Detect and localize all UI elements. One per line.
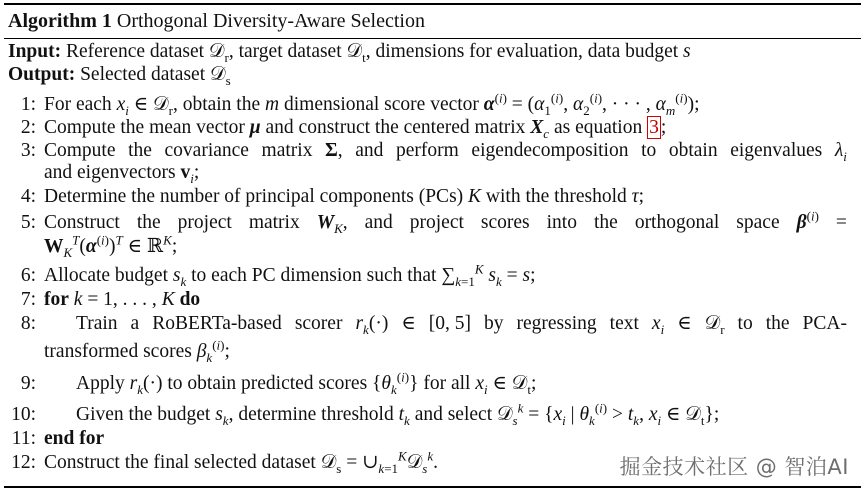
step-text: end for [44, 428, 105, 449]
step-number: 12: [11, 452, 36, 473]
step-number: 6: [20, 265, 36, 286]
equation-ref-link[interactable]: 3 [649, 117, 659, 138]
header-rule [4, 38, 861, 39]
step-text: Determine the number of principal components (PCs) K with the threshold τ; [44, 186, 645, 207]
step-text: For each $x_i$ ∈ 𝒟$_r$, obtain the m dimensional score vector $\alpha^{(i)} = (\alpha_1^{(i)}$, $\alpha_2^{(i)}$, · · · , $\alpha_m^{(i)}$); [44, 90, 700, 118]
step-text: Compute the covariance matrix Σ, and perform eigendecomposition to obtain eigenvalues $\lambda_i$ [44, 140, 847, 164]
step-text-cont: $W_K^T(\alpha^{(i)})^T$ ∈ ℝ$^K$; [44, 232, 178, 260]
algorithm-label: Algorithm 1 [8, 10, 112, 32]
step-number: 3: [20, 140, 36, 161]
step-text: Allocate budget $s_k$ to each PC dimension such that $\sum_{k=1}^K$ $s_k = s$; [44, 261, 536, 289]
step-number: 7: [20, 289, 36, 310]
input-line: Input: Reference dataset 𝒟$_r$, target dataset 𝒟$_t$, dimensions for evaluation, data budget s [8, 41, 691, 65]
step-number: 11: [11, 428, 36, 449]
step-number: 2: [20, 117, 36, 138]
input-label: Input: [8, 41, 62, 62]
step-text: for k = 1, . . . , K do [44, 289, 201, 310]
step-number: 8: [20, 313, 36, 334]
step-number: 4: [20, 186, 36, 207]
algorithm-name: Orthogonal Diversity-Aware Selection [116, 10, 425, 32]
step-text: Construct the project matrix $W_K$, and project scores into the orthogonal space $\beta^{(i)}$ = [44, 208, 847, 236]
output-label: Output: [8, 64, 76, 85]
step-number: 5: [20, 212, 36, 233]
step-text: Construct the final selected dataset 𝒟$_s$ = $\cup_{k=1}^K𝒟_s^k$. [44, 448, 438, 476]
step-number: 1: [20, 94, 36, 115]
bottom-rule [4, 486, 861, 488]
watermark-text: 掘金技术社区 @ 智泊AI [619, 455, 849, 479]
step-text: Apply $r_k(\cdot)$ to obtain predicted scores $\{\theta_k^{(i)}\}$ for all $x_i$ ∈ 𝒟$_t$; [76, 369, 537, 397]
step-number: 10: [11, 404, 36, 425]
step-text: Given the budget $s_k$, determine threshold $t_k$ and select 𝒟$_s^k$ = {$x_i$ | $\theta_k^{(i)} > t_k$, $x_i$ ∈ 𝒟$_t$}; [76, 400, 720, 428]
output-line: Output: Selected dataset 𝒟$_s$ [8, 64, 231, 88]
step-text-cont: transformed scores $\beta_k^{(i)}$; [44, 337, 230, 365]
step-text: Compute the mean vector μ and construct the centered matrix $X_c$ as equation 3 ; [44, 117, 667, 141]
step-text: Train a RoBERTa-based scorer $r_k(\cdot)$ ∈ [0, 5] by regressing text $x_i$ ∈ 𝒟$_r$ to the PCA- [76, 313, 847, 337]
step-number: 9: [20, 373, 36, 394]
algorithm-title [8, 10, 425, 32]
step-text-cont: and eigenvectors $v_i$; [44, 162, 200, 186]
top-rule [4, 3, 861, 5]
